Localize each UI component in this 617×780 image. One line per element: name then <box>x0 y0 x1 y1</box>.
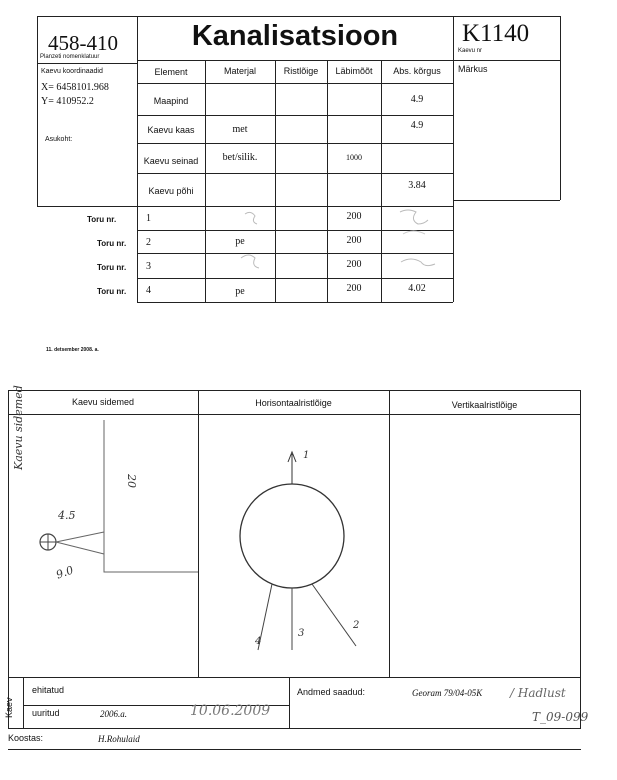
row-material-3: bet/silik. <box>222 152 258 163</box>
pipe-label-1: Toru nr. <box>87 215 117 224</box>
well-id: K1140 <box>462 20 530 47</box>
pipe-nr-4: 4 <box>146 285 151 296</box>
row-element-1: Maapind <box>153 96 189 106</box>
section-title-horizontal: Horisontaalristlõige <box>255 398 332 408</box>
x-coord: X= 6458101.968 <box>41 82 109 93</box>
section-divider-2 <box>389 390 390 677</box>
row-line-2 <box>137 143 453 144</box>
pipe-diameter-4: 200 <box>346 283 362 294</box>
col-header-remarks: Märkus <box>458 64 488 74</box>
pipe-label-3: Toru nr. <box>97 263 127 272</box>
pipe-diameter-2: 200 <box>346 235 362 246</box>
left-header-line <box>37 63 137 64</box>
horizontal-section-sketch <box>198 414 389 677</box>
row-abs-1: 4.9 <box>410 94 424 105</box>
handwritten-code: T_09-099 <box>532 710 589 724</box>
data-source-label: Andmed saadud: <box>297 687 366 697</box>
bottom-frame-top <box>8 390 581 391</box>
pipe-line-3 <box>137 278 453 279</box>
author-value: H.Rohulaid <box>98 734 140 744</box>
well-id-label: Kaevu nr <box>458 48 483 54</box>
sketch-bottom-line <box>8 677 581 678</box>
frame-left-bottom <box>37 206 137 207</box>
col-header-abs-height: Abs. kõrgus <box>393 66 441 76</box>
sketch-dim-b: 9.0 <box>54 563 76 582</box>
page-title: Kanalisatsioon <box>191 20 399 52</box>
pipe-mark-4: 4 <box>255 636 262 647</box>
pipe-material-2: pe <box>235 236 245 247</box>
pipe-diameter-3: 200 <box>346 259 362 270</box>
bottom-frame-right <box>580 390 581 728</box>
footer-mid-divider <box>289 677 290 728</box>
col-header-diameter: Läbimõõt <box>335 66 373 76</box>
title-bottom-line <box>137 60 453 61</box>
handwritten-note: / Hadlust <box>510 686 566 700</box>
pipe-mark-1: 1 <box>303 450 310 461</box>
surveyed-handwritten: 10.06.2009 <box>190 703 271 719</box>
col-header-element: Element <box>154 67 188 77</box>
frame-top <box>37 16 560 17</box>
y-coord: Y= 410952.2 <box>41 96 94 107</box>
pipe-nr-3: 3 <box>146 261 151 272</box>
pipe-nr-2: 2 <box>146 237 151 248</box>
pipe-mark-3: 3 <box>298 628 305 639</box>
row-material-2: met <box>232 124 248 135</box>
pipe-diameter-1: 200 <box>346 211 362 222</box>
sheet-code-label: Planzeti nomenklatuur <box>40 54 100 60</box>
surveyed-label: uuritud <box>32 708 60 718</box>
date-note: 11. detsember 2008. a. <box>46 347 99 353</box>
sheet-code: 458-410 <box>48 31 118 55</box>
row-abs-2: 4.9 <box>410 120 424 131</box>
author-line <box>8 749 581 750</box>
pipe-nr-1: 1 <box>146 213 151 224</box>
side-label: Kaev <box>4 697 14 718</box>
ties-sketch <box>8 414 198 677</box>
pipe-label-2: Toru nr. <box>97 239 127 248</box>
right-header-line <box>453 60 560 61</box>
section-title-vertical: Vertikaalristlõige <box>451 400 518 410</box>
surveyed-value: 2006.a. <box>100 709 127 719</box>
pipe-label-4: Toru nr. <box>97 287 127 296</box>
footer-side-divider <box>23 677 24 728</box>
row-element-2: Kaevu kaas <box>147 125 195 135</box>
sketch-dim-a: 4.5 <box>58 509 76 522</box>
author-label: Koostas: <box>8 733 44 743</box>
header-row-line <box>137 83 453 84</box>
row-line-3 <box>137 173 453 174</box>
footer-bottom-line <box>8 728 581 729</box>
pipe-mark-2: 2 <box>353 620 360 631</box>
col-header-material: Materjal <box>223 66 256 76</box>
built-label: ehitatud <box>32 685 65 695</box>
location-label: Asukoht: <box>45 136 73 143</box>
pipe-material-4: pe <box>235 286 245 297</box>
row-line-1 <box>137 115 453 116</box>
col-header-section: Ristlõige <box>283 66 319 76</box>
row-abs-4: 3.84 <box>408 180 426 191</box>
pipe-line-4 <box>137 302 453 303</box>
sketch-dim-c: 20 <box>125 474 138 488</box>
row-element-4: Kaevu põhi <box>148 186 194 196</box>
frame-right <box>560 16 561 200</box>
row-diameter-3: 1000 <box>346 153 362 162</box>
section-title-ties: Kaevu sidemed <box>71 397 135 407</box>
data-source-value: Georam 79/04-05K <box>412 688 483 698</box>
sketch-vertical-label: Kaevu sidemed <box>12 385 25 470</box>
pipe-abs-4: 4.02 <box>408 283 426 294</box>
right-bottom-line <box>453 200 560 201</box>
faint-handwriting-marks <box>205 206 455 278</box>
row-element-3: Kaevu seinad <box>143 156 199 166</box>
coords-label: Kaevu koordinaadid <box>41 68 103 75</box>
frame-left <box>37 16 38 206</box>
